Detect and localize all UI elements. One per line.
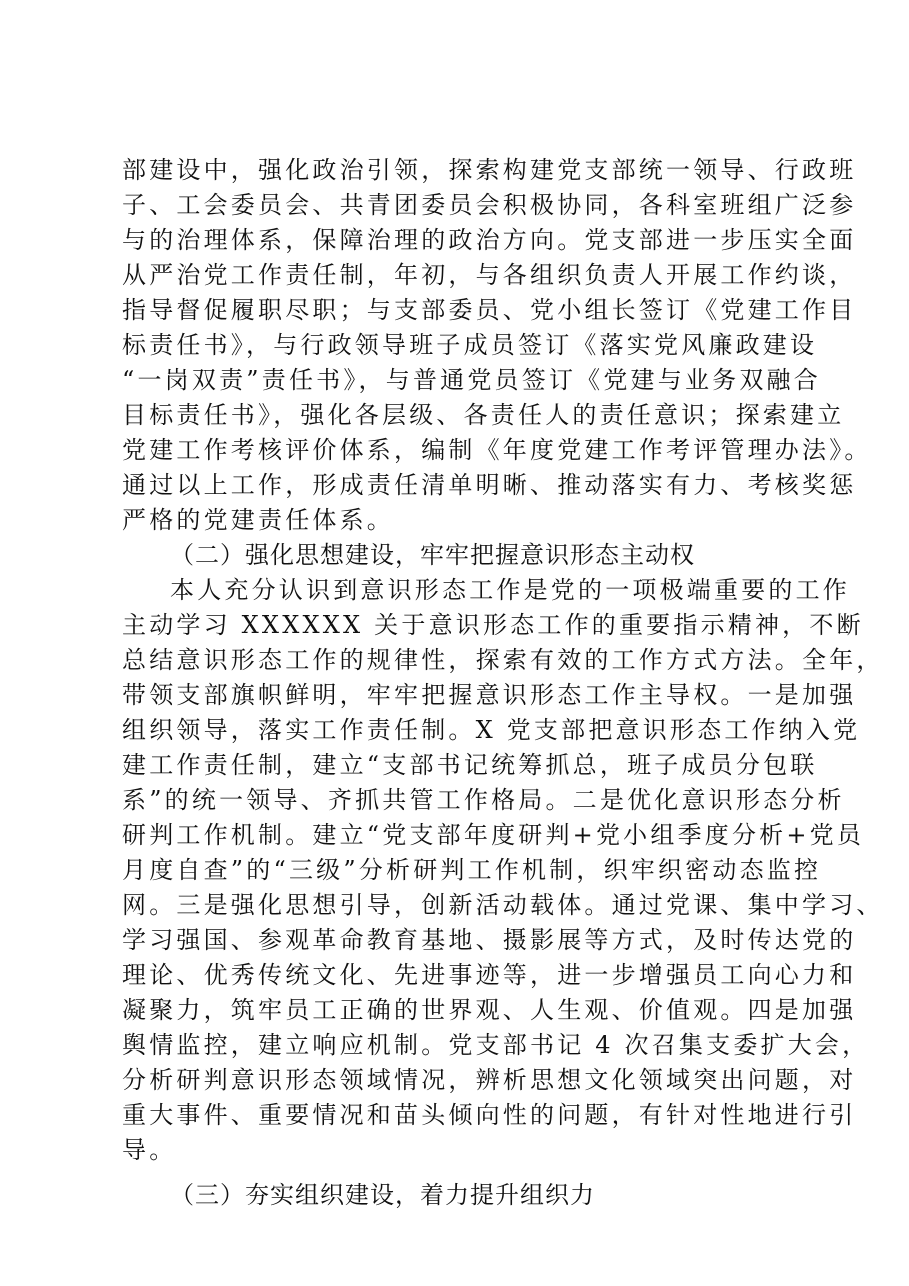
body-text-line: 通过以上工作，形成责任清单明晰、推动落实有力、考核奖惩 <box>122 471 857 499</box>
body-text-line: 导。 <box>122 1136 177 1164</box>
body-text-line: 标责任书》，与行政领导班子成员签订《落实党风廉政建设 <box>122 331 818 359</box>
paragraph-first-line: 本人充分认识到意识形态工作是党的一项极端重要的工作 <box>170 576 850 604</box>
body-text-line: 带领支部旗帜鲜明，牢牢把握意识形态工作主导权。一是加强 <box>122 681 857 709</box>
body-text-line: 研判工作机制。建立“党支部年度研判+党小组季度分析+党员 <box>122 821 865 849</box>
body-text-line: 严格的党建责任体系。 <box>122 506 394 534</box>
body-text-line: 子、工会委员会、共青团委员会积极协同，各科室班组广泛参 <box>122 191 857 219</box>
body-text-line: 与的治理体系，保障治理的政治方向。党支部进一步压实全面 <box>122 226 857 254</box>
body-text-line: 总结意识形态工作的规律性，探索有效的工作方式方法。全年， <box>122 646 884 674</box>
body-text-line: 主动学习 XXXXXX 关于意识形态工作的重要指示精神，不断 <box>122 611 864 639</box>
body-text-line: 理论、优秀传统文化、先进事迹等，进一步增强员工向心力和 <box>122 961 857 989</box>
body-text-line: 指导督促履职尽职；与支部委员、党小组长签订《党建工作目 <box>122 296 857 324</box>
body-text-line: 舆情监控，建立响应机制。党支部书记 4 次召集支委扩大会， <box>122 1031 870 1059</box>
body-text-line: 系”的统一领导、齐抓共管工作格局。二是优化意识形态分析 <box>122 786 845 814</box>
section-heading: （三）夯实组织建设，着力提升组织力 <box>170 1181 595 1209</box>
body-text-line: 网。三是强化思想引导，创新活动载体。通过党课、集中学习、 <box>122 891 884 919</box>
body-text-line: 凝聚力，筑牢员工正确的世界观、人生观、价值观。四是加强 <box>122 996 857 1024</box>
body-text-line: 组织领导，落实工作责任制。X 党支部把意识形态工作纳入党 <box>122 716 861 744</box>
body-text-line: 重大事件、重要情况和苗头倾向性的问题，有针对性地进行引 <box>122 1101 857 1129</box>
body-text-line: 分析研判意识形态领域情况，辨析思想文化领域突出问题，对 <box>122 1066 857 1094</box>
body-text-line: 月度自查”的“三级”分析研判工作机制，织牢织密动态监控 <box>122 856 822 884</box>
body-text-line: 学习强国、参观革命教育基地、摄影展等方式，及时传达党的 <box>122 926 857 954</box>
body-text-line: 党建工作考核评价体系，编制《年度党建工作考评管理办法》。 <box>122 436 872 464</box>
body-text-line: 部建设中，强化政治引领，探索构建党支部统一领导、行政班 <box>122 156 857 184</box>
body-text-line: “一岗双责”责任书》，与普通党员签订《党建与业务双融合 <box>122 366 821 394</box>
body-text-line: 目标责任书》，强化各层级、各责任人的责任意识；探索建立 <box>122 401 845 429</box>
section-heading: （二）强化思想建设，牢牢把握意识形态主动权 <box>170 541 695 569</box>
body-text-line: 建工作责任制，建立“支部书记统筹抓总，班子成员分包联 <box>122 751 818 779</box>
body-text-line: 从严治党工作责任制，年初，与各组织负责人开展工作约谈， <box>122 261 857 289</box>
